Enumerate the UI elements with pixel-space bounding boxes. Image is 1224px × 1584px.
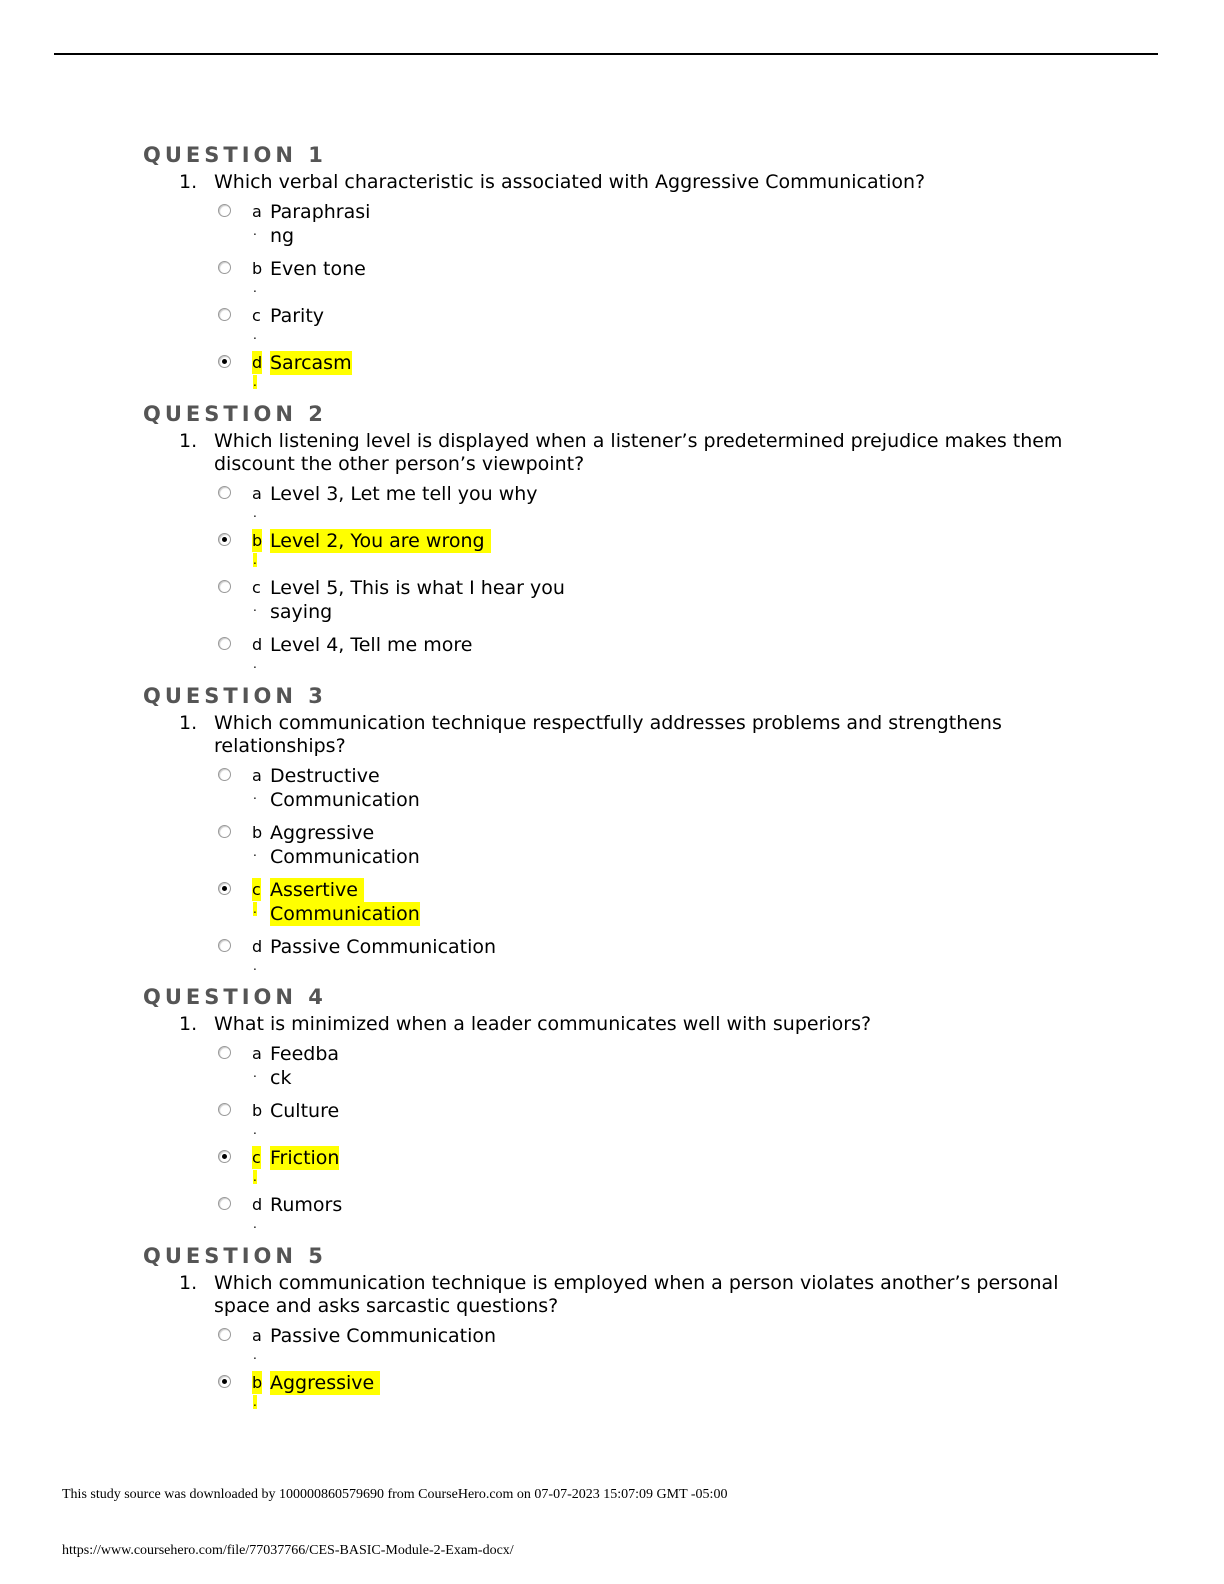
question-heading: QUESTION 4 bbox=[143, 985, 327, 1009]
option-a[interactable] bbox=[143, 482, 1083, 529]
option-dot: . bbox=[253, 1123, 257, 1137]
radio-unchecked-icon[interactable] bbox=[218, 825, 231, 838]
options-list bbox=[143, 764, 1083, 982]
radio-unchecked-icon[interactable] bbox=[218, 580, 231, 593]
option-dot: . bbox=[253, 788, 257, 802]
option-text: Destructive Communication bbox=[270, 765, 420, 811]
option-dot: . bbox=[253, 506, 257, 520]
option-letter: c bbox=[252, 880, 261, 899]
option-text: Parity bbox=[270, 305, 325, 327]
option-c-selected[interactable] bbox=[143, 1146, 1083, 1193]
radio-checked-icon[interactable] bbox=[218, 1150, 231, 1163]
option-letter: d bbox=[252, 1195, 263, 1214]
option-d-selected[interactable] bbox=[143, 351, 1083, 398]
radio-unchecked-icon[interactable] bbox=[218, 204, 231, 217]
option-text: Feedba ck bbox=[270, 1043, 340, 1089]
option-dot: . bbox=[253, 553, 257, 567]
option-dot: . bbox=[253, 328, 257, 342]
option-letter: a bbox=[252, 766, 262, 785]
option-dot: . bbox=[253, 845, 257, 859]
question-5 bbox=[143, 1242, 1083, 1418]
option-a[interactable] bbox=[143, 764, 1083, 821]
radio-checked-icon[interactable] bbox=[218, 1375, 231, 1388]
footer-source-line: This study source was downloaded by 100000860579690 from CourseHero.com on 07-07-2023 15:07:09 GMT -05:00 bbox=[62, 1487, 728, 1502]
top-rule bbox=[54, 53, 1158, 55]
option-a[interactable] bbox=[143, 200, 1083, 257]
option-text: Passive Communication bbox=[270, 1325, 497, 1347]
option-d[interactable] bbox=[143, 633, 1083, 680]
option-d[interactable] bbox=[143, 1193, 1083, 1240]
question-heading: QUESTION 1 bbox=[143, 143, 327, 167]
option-c[interactable] bbox=[143, 576, 1083, 633]
option-dot: . bbox=[253, 1348, 257, 1362]
option-dot: . bbox=[253, 224, 257, 238]
option-text: Aggressive bbox=[270, 1372, 381, 1394]
radio-unchecked-icon[interactable] bbox=[218, 1046, 231, 1059]
radio-checked-icon[interactable] bbox=[218, 882, 231, 895]
options-list bbox=[143, 1324, 1083, 1418]
option-letter: b bbox=[252, 531, 263, 550]
option-dot: . bbox=[253, 657, 257, 671]
option-letter: c bbox=[252, 306, 261, 325]
option-text: Rumors bbox=[270, 1194, 343, 1216]
option-letter: c bbox=[252, 578, 261, 597]
option-letter: d bbox=[252, 937, 263, 956]
option-text: Sarcasm bbox=[270, 352, 352, 374]
radio-unchecked-icon[interactable] bbox=[218, 637, 231, 650]
option-letter: a bbox=[252, 202, 262, 221]
radio-unchecked-icon[interactable] bbox=[218, 1328, 231, 1341]
option-letter: b bbox=[252, 1101, 263, 1120]
option-text: Paraphrasi ng bbox=[270, 201, 371, 247]
option-d[interactable] bbox=[143, 935, 1083, 982]
question-1 bbox=[143, 141, 1083, 398]
radio-unchecked-icon[interactable] bbox=[218, 261, 231, 274]
option-b-selected[interactable] bbox=[143, 529, 1083, 576]
question-heading: QUESTION 5 bbox=[143, 1244, 327, 1268]
option-dot: . bbox=[253, 1066, 257, 1080]
radio-unchecked-icon[interactable] bbox=[218, 939, 231, 952]
option-b[interactable] bbox=[143, 1099, 1083, 1146]
option-text: Level 4, Tell me more bbox=[270, 634, 473, 656]
option-text: Aggressive Communication bbox=[270, 822, 420, 868]
question-number: 1. bbox=[179, 430, 198, 452]
option-text: Passive Communication bbox=[270, 936, 497, 958]
option-b-selected[interactable] bbox=[143, 1371, 1083, 1418]
option-text: Culture bbox=[270, 1100, 340, 1122]
question-3 bbox=[143, 682, 1083, 982]
question-number: 1. bbox=[179, 1272, 198, 1294]
option-letter: d bbox=[252, 353, 263, 372]
option-dot: . bbox=[253, 281, 257, 295]
option-letter: c bbox=[252, 1148, 261, 1167]
option-text: Level 3, Let me tell you why bbox=[270, 483, 538, 505]
options-list bbox=[143, 200, 1083, 398]
option-dot: . bbox=[253, 1395, 257, 1409]
option-a[interactable] bbox=[143, 1042, 1083, 1099]
radio-checked-icon[interactable] bbox=[218, 355, 231, 368]
option-dot: . bbox=[253, 1170, 257, 1184]
option-letter: b bbox=[252, 823, 263, 842]
question-heading: QUESTION 2 bbox=[143, 402, 327, 426]
option-b[interactable] bbox=[143, 821, 1083, 878]
question-2 bbox=[143, 400, 1083, 680]
option-text: Assertive Communication bbox=[270, 879, 420, 925]
radio-unchecked-icon[interactable] bbox=[218, 1103, 231, 1116]
option-letter: a bbox=[252, 1044, 262, 1063]
radio-unchecked-icon[interactable] bbox=[218, 308, 231, 321]
option-text: Friction bbox=[270, 1147, 340, 1169]
question-number: 1. bbox=[179, 1013, 198, 1035]
question-text: Which communication technique respectfully addresses problems and strengthens relationships? bbox=[214, 712, 1002, 757]
option-letter: a bbox=[252, 484, 262, 503]
option-c-selected[interactable] bbox=[143, 878, 1083, 935]
option-letter: d bbox=[252, 635, 263, 654]
question-number: 1. bbox=[179, 171, 198, 193]
question-heading: QUESTION 3 bbox=[143, 684, 327, 708]
option-letter: b bbox=[252, 1373, 263, 1392]
radio-unchecked-icon[interactable] bbox=[218, 768, 231, 781]
radio-checked-icon[interactable] bbox=[218, 533, 231, 546]
question-number: 1. bbox=[179, 712, 198, 734]
options-list bbox=[143, 482, 1083, 680]
option-dot: . bbox=[253, 375, 257, 389]
option-letter: a bbox=[252, 1326, 262, 1345]
question-text: Which communication technique is employed when a person violates another’s personal space and asks sarcastic questions? bbox=[214, 1272, 1059, 1317]
option-dot: . bbox=[253, 902, 257, 916]
option-dot: . bbox=[253, 600, 257, 614]
option-b[interactable] bbox=[143, 257, 1083, 304]
option-dot: . bbox=[253, 1217, 257, 1231]
radio-unchecked-icon[interactable] bbox=[218, 486, 231, 499]
option-text: Level 2, You are wrong bbox=[270, 530, 491, 552]
question-text: Which listening level is displayed when a listener’s predetermined prejudice makes them discount the other person’s viewpoint? bbox=[214, 430, 1063, 475]
footer-url[interactable]: https://www.coursehero.com/file/77037766/CES-BASIC-Module-2-Exam-docx/ bbox=[62, 1543, 514, 1558]
question-text: What is minimized when a leader communicates well with superiors? bbox=[214, 1013, 872, 1035]
option-text: Even tone bbox=[270, 258, 366, 280]
option-c[interactable] bbox=[143, 304, 1083, 351]
option-a[interactable] bbox=[143, 1324, 1083, 1371]
radio-unchecked-icon[interactable] bbox=[218, 1197, 231, 1210]
option-dot: . bbox=[253, 959, 257, 973]
options-list bbox=[143, 1042, 1083, 1240]
question-text: Which verbal characteristic is associated with Aggressive Communication? bbox=[214, 171, 926, 193]
option-text: Level 5, This is what I hear you saying bbox=[270, 577, 565, 623]
option-letter: b bbox=[252, 259, 263, 278]
question-4 bbox=[143, 983, 1083, 1240]
